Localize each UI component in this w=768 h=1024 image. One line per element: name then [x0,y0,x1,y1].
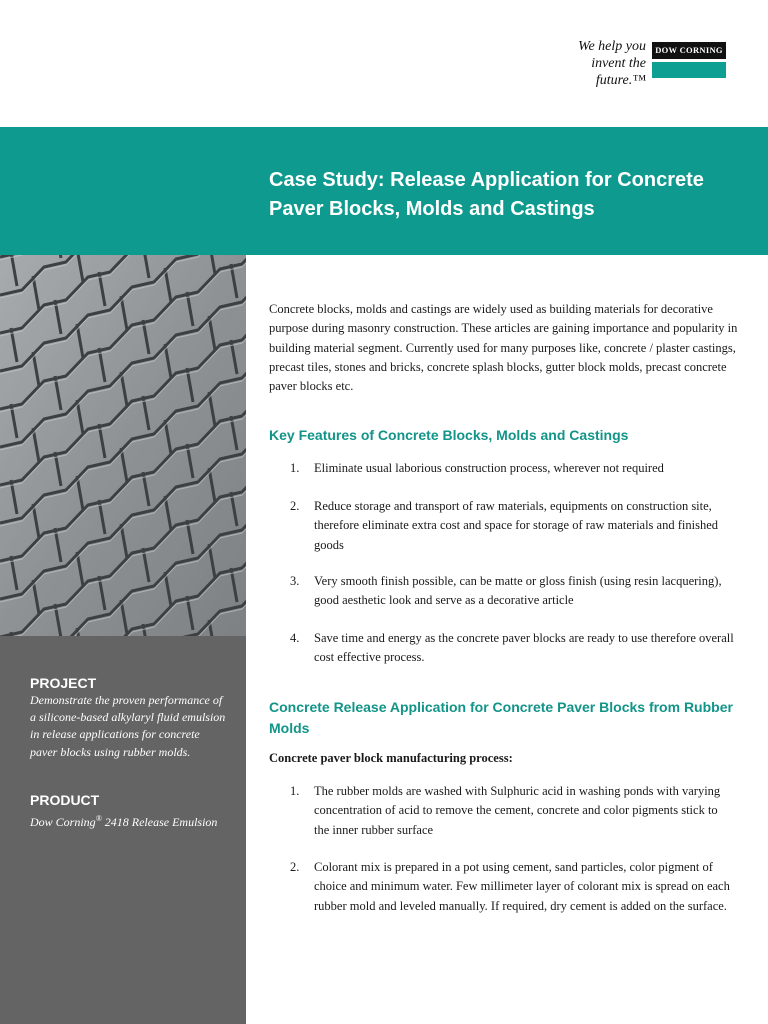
feature-text: Reduce storage and transport of raw materials, equipments on construction site, therefore eliminate extra cost and space for storage of raw materials and finished goods [314,499,718,552]
feature-text: Eliminate usual laborious construction process, wherever not required [314,461,664,475]
step-number: 1. [290,784,300,798]
project-heading: PROJECT [30,675,97,691]
product-name-post: 2418 Release Emulsion [101,815,218,829]
process-step [290,858,736,916]
feature-number: 1. [290,461,300,475]
features-heading: Key Features of Concrete Blocks, Molds and Castings [269,427,629,443]
feature-number: 4. [290,631,300,645]
product-text [30,810,230,831]
process-subheading: Concrete paver block manufacturing process: [269,751,513,765]
product-name-pre: Dow Corning [30,815,96,829]
registered-mark: ® [95,814,102,823]
dow-corning-logo: DOW CORNING [652,42,726,59]
feature-number: 3. [290,574,300,588]
feature-item [290,497,736,555]
tagline [540,38,646,89]
paver-pattern-image [0,255,246,636]
feature-item [290,629,736,668]
process-step [290,782,736,840]
release-heading: Concrete Release Application for Concrete Paver Blocks from Rubber Molds [269,699,733,736]
logo-accent-bar [652,62,726,78]
project-text: Demonstrate the proven performance of a silicone-based alkylaryl fluid emulsion in release applications for concrete paver blocks using rubber molds. [30,693,226,759]
step-text: The rubber molds are washed with Sulphuric acid in washing ponds with varying concentration of acid to remove the cement, concrete and color pigments stick to the inner rubber surface [314,784,721,837]
step-text: Colorant mix is prepared in a pot using cement, sand particles, color pigment of choice and minimum water. Few millimeter layer of colorant mix is spread on each rubber mold and leveled manually. If required, dry cement is added on the surface. [314,860,730,913]
step-number: 2. [290,860,300,874]
tagline-line-2: invent the future.™ [591,56,646,88]
feature-item [290,572,736,611]
page-title: Case Study: Release Application for Concrete Paver Blocks, Molds and Castings [269,169,704,220]
paver-blocks-photo [0,255,246,636]
feature-item [290,459,736,478]
tagline-line-1: We help you [578,39,646,54]
feature-text: Very smooth finish possible, can be matte or gloss finish (using resin lacquering), good aesthetic look and serve as a decorative article [314,574,722,608]
intro-paragraph: Concrete blocks, molds and castings are widely used as building materials for decorative purpose during masonry construction. These articles are gaining importance and popularity in building material segment. Currently used for many purposes like, concrete / plaster castings, precast tiles, stones and bricks, concrete splash blocks, gutter block molds, precast concrete paver blocks etc. [269,302,738,394]
feature-number: 2. [290,499,300,513]
product-heading: PRODUCT [30,792,100,808]
feature-text: Save time and energy as the concrete paver blocks are ready to use therefore overall cost effective process. [314,631,734,665]
